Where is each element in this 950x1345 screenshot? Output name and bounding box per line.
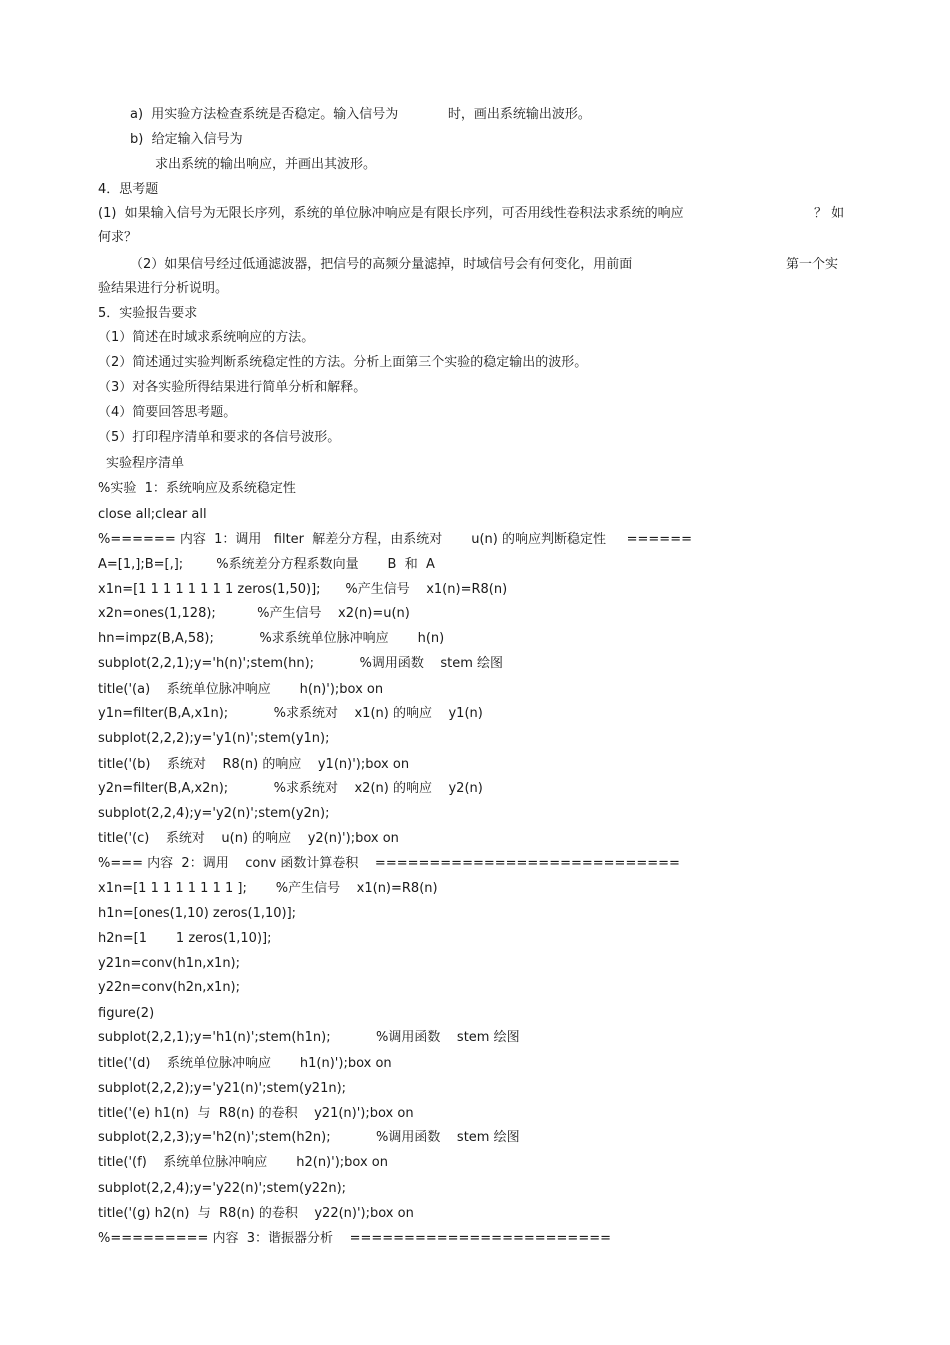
code-line: title('(d) 系统单位脉冲响应 h1(n)');box on [98, 1056, 392, 1071]
text-line: ？ 如 [814, 206, 845, 221]
code-line: subplot(2,2,2);y='y21(n)';stem(y21n); [98, 1081, 347, 1096]
code-line: x1n=[1 1 1 1 1 1 1 1 zeros(1,50)]; %产生信号 x1(n)=R8(n) [98, 582, 508, 597]
text-line: (1) 如果输入信号为无限长序列，系统的单位脉冲响应是有限长序列，可否用线性卷积法求系统的响应 [98, 206, 684, 221]
code-line: subplot(2,2,3);y='h2(n)';stem(h2n); %调用函数 stem 绘图 [98, 1130, 520, 1145]
code-line: x2n=ones(1,128); %产生信号 x2(n)=u(n) [98, 606, 410, 621]
code-line: y1n=filter(B,A,x1n); %求系统对 x1(n) 的响应 y1(n) [98, 706, 483, 721]
code-line: title('(c) 系统对 u(n) 的响应 y2(n)');box on [98, 831, 399, 846]
code-line: %====== 内容 1：调用 filter 解差分方程，由系统对 u(n) 的响应判断稳定性 ====== [98, 532, 692, 547]
text-line: （1）简述在时域求系统响应的方法。 [98, 330, 315, 345]
text-line: 验结果进行分析说明。 [98, 281, 229, 296]
code-line: x1n=[1 1 1 1 1 1 1 1 ]; %产生信号 x1(n)=R8(n) [98, 881, 438, 896]
code-line: subplot(2,2,2);y='y1(n)';stem(y1n); [98, 731, 330, 746]
code-line: subplot(2,2,4);y='y2(n)';stem(y2n); [98, 806, 330, 821]
section-heading: 实验程序清单 [106, 456, 185, 471]
code-line: subplot(2,2,1);y='h1(n)';stem(h1n); %调用函数 stem 绘图 [98, 1030, 520, 1045]
section-heading: 4．思考题 [98, 182, 159, 197]
text-line: 何求？ [98, 230, 138, 245]
code-line: %实验 1：系统响应及系统稳定性 [98, 481, 296, 496]
text-line: b) 给定输入信号为 [130, 132, 243, 147]
text-line: （4）简要回答思考题。 [98, 405, 237, 420]
text-line: （2）如果信号经过低通滤波器，把信号的高频分量滤掉，时域信号会有何变化，用前面 [130, 257, 633, 272]
code-line: title('(e) h1(n) 与 R8(n) 的卷积 y21(n)');box on [98, 1106, 414, 1121]
code-line: h1n=[ones(1,10) zeros(1,10)]; [98, 906, 297, 921]
code-line: %========= 内容 3：谐振器分析 ======================== [98, 1231, 612, 1246]
code-line: close all;clear all [98, 507, 207, 522]
code-line: y21n=conv(h1n,x1n); [98, 956, 241, 971]
code-line: title('(b) 系统对 R8(n) 的响应 y1(n)');box on [98, 757, 410, 772]
text-line: （3）对各实验所得结果进行简单分析和解释。 [98, 380, 367, 395]
code-line: figure(2) [98, 1006, 155, 1021]
text-line: 求出系统的输出响应，并画出其波形。 [155, 157, 377, 172]
code-line: subplot(2,2,1);y='h(n)';stem(hn); %调用函数 stem 绘图 [98, 656, 504, 671]
section-heading: 5．实验报告要求 [98, 306, 198, 321]
code-line: %=== 内容 2：调用 conv 函数计算卷积 ============================ [98, 856, 680, 871]
text-line: （2）简述通过实验判断系统稳定性的方法。分析上面第三个实验的稳定输出的波形。 [98, 355, 588, 370]
code-line: y22n=conv(h2n,x1n); [98, 980, 241, 995]
code-line: h2n=[1 1 zeros(1,10)]; [98, 931, 272, 946]
code-line: A=[1,];B=[,]; %系统差分方程系数向量 B 和 A [98, 557, 435, 572]
code-line: y2n=filter(B,A,x2n); %求系统对 x2(n) 的响应 y2(n) [98, 781, 483, 796]
code-line: title('(a) 系统单位脉冲响应 h(n)');box on [98, 682, 384, 697]
code-line: subplot(2,2,4);y='y22(n)';stem(y22n); [98, 1181, 347, 1196]
code-line: hn=impz(B,A,58); %求系统单位脉冲响应 h(n) [98, 631, 445, 646]
text-line: 第一个实 [786, 257, 839, 272]
code-line: title('(f) 系统单位脉冲响应 h2(n)');box on [98, 1155, 388, 1170]
text-line: （5）打印程序清单和要求的各信号波形。 [98, 430, 341, 445]
text-line: a) 用实验方法检查系统是否稳定。输入信号为 时，画出系统输出波形。 [130, 107, 591, 122]
code-line: title('(g) h2(n) 与 R8(n) 的卷积 y22(n)');box on [98, 1206, 414, 1221]
